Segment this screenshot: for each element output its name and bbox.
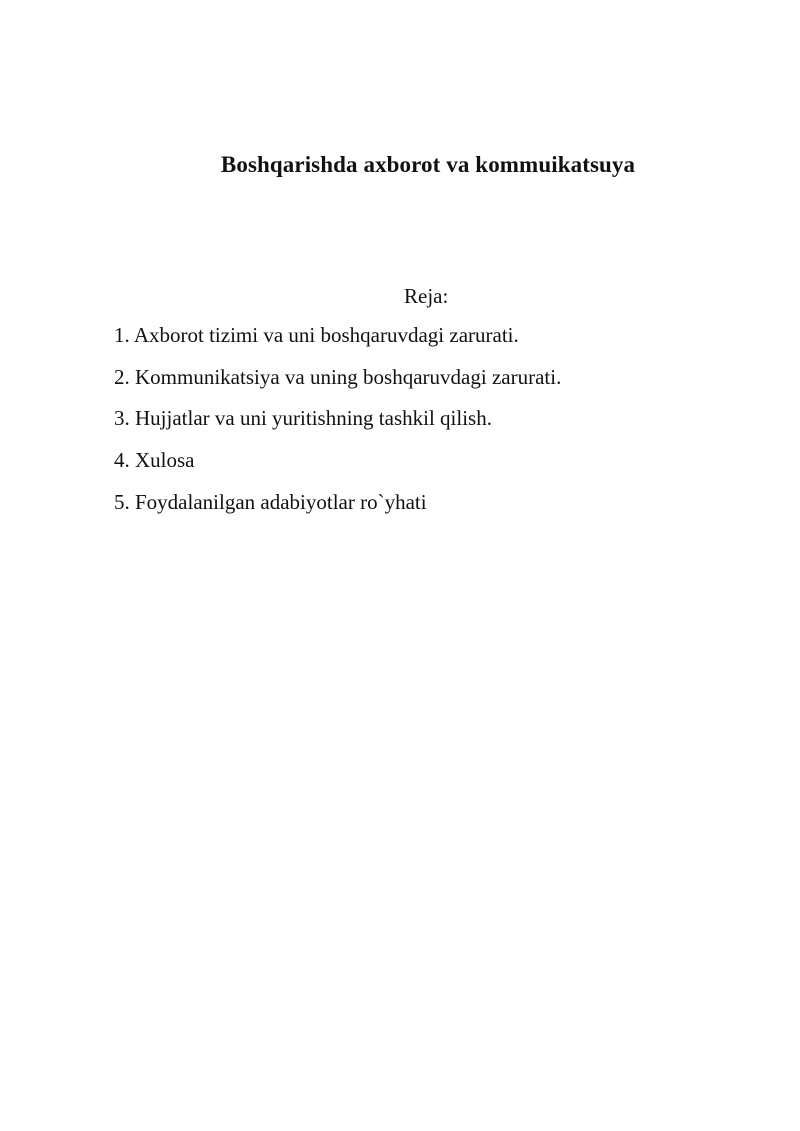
plan-item [114,490,561,514]
plan-item-number: 3. [114,406,130,431]
plan-item [114,323,561,347]
plan-item [114,448,561,472]
plan-heading: Reja: [404,284,449,308]
plan-item-number: 4. [114,448,130,473]
plan-item-number: 2. [114,364,130,389]
plan-item-text: Xulosa [135,448,195,473]
plan-item-text: Foydalanilgan adabiyotlar ro`yhati [135,489,427,514]
plan-item [114,406,561,430]
plan-item-number: 5. [114,489,130,514]
plan-item-number: 1. [114,323,130,347]
plan-item-text: Kommunikatsiya va uning boshqaruvdagi zarurati. [135,364,562,389]
plan-list [114,323,561,531]
plan-item-text: Axborot tizimi va uni boshqaruvdagi zarurati. [133,323,519,347]
document-title: Boshqarishda axborot va kommuikatsuya [220,152,636,177]
plan-item-text: Hujjatlar va uni yuritishning tashkil qilish. [135,406,492,431]
plan-item [114,365,561,389]
